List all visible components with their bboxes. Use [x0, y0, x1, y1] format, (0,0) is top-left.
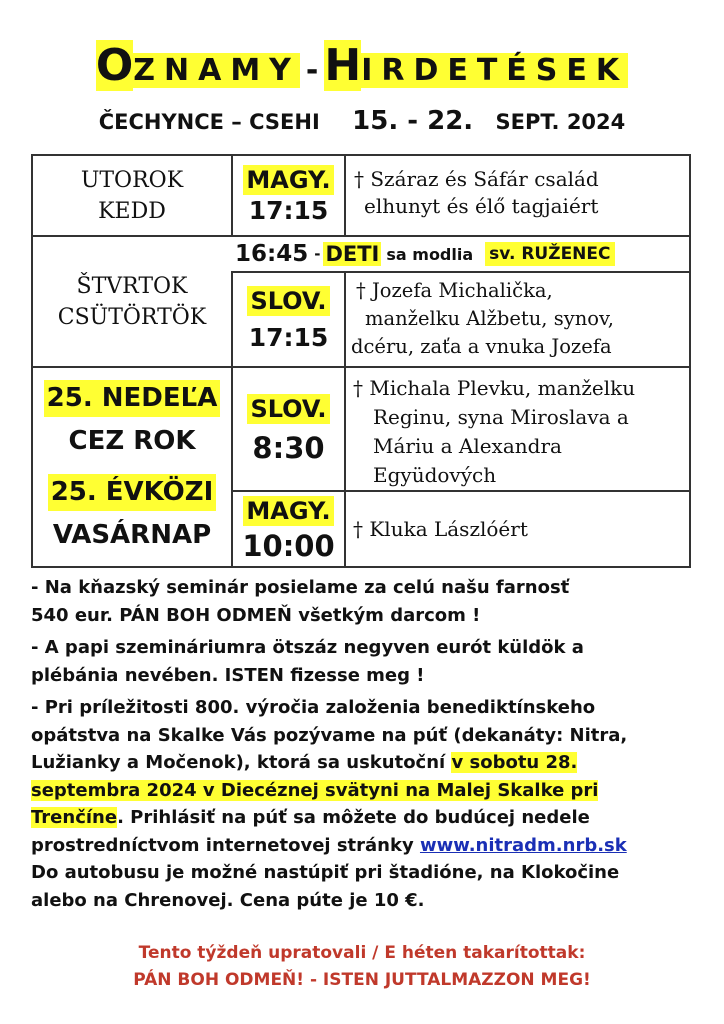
subtitle-place: ČECHYNCE – CSEHI [98, 110, 320, 134]
title-dash: - [305, 53, 319, 88]
registration-link[interactable]: www.nitradm.nrb.sk [419, 834, 627, 856]
day-name-hu: KEDD [98, 198, 166, 224]
day-name-hu: CSÜTÖRTÖK [57, 304, 207, 330]
subtitle-month: SEPT. 2024 [495, 110, 626, 134]
mass-time: 8:30 [252, 431, 325, 465]
title-part-2: IRDETÉSEK [361, 53, 629, 88]
rosary-row [233, 237, 689, 271]
sunday-day-cell [33, 368, 231, 566]
rosary-dash: - [314, 245, 321, 263]
mass-time: 10:00 [242, 529, 335, 563]
rosary-name: sv. RUŽENEC [485, 242, 614, 266]
day-name-sk: ŠTVRTOK [76, 273, 188, 299]
thursday-day-cell [33, 237, 231, 366]
mass-time: 17:15 [248, 322, 329, 352]
page-title [0, 40, 724, 91]
sunday-mass2-cell [233, 492, 344, 566]
mass-language: SLOV. [247, 394, 329, 424]
schedule-table [31, 154, 691, 568]
sunday-mass1-cell [233, 368, 344, 490]
col-divider [344, 272, 346, 568]
footer-cleaning-line: Tento týždeň upratovali / E héten takarítottak: [138, 943, 586, 963]
page-subtitle [0, 106, 724, 136]
pilgrimage-place-highlight: septembra 2024 v Diecéznej svätyni na Malej Skalke pri [31, 779, 599, 801]
tuesday-day-cell [33, 156, 231, 235]
sunday-subtitle-sk: CEZ ROK [68, 426, 196, 456]
mass-intention: † Száraz és Sáfár család elhunyt és élő tagjaiért [354, 167, 599, 218]
title-initial-o: O [95, 40, 134, 91]
rosary-kids: DETI [325, 242, 380, 266]
sunday-subtitle-hu: VASÁRNAP [52, 520, 212, 550]
mass-intention: † Jozefa Michalička, manželku Alžbetu, synov, dcéru, zaťa a vnuka Jozefa [351, 279, 614, 358]
footer-thanks-line: PÁN BOH ODMEŇ! - ISTEN JUTTALMAZZON MEG! [133, 970, 591, 990]
thursday-mass-cell [233, 273, 344, 366]
mass-language: MAGY. [243, 165, 333, 195]
title-part-1: ZNAMY [133, 53, 300, 88]
table-border-bottom [31, 566, 691, 568]
sunday-title-hu: 25. ÉVKÖZI [48, 474, 217, 511]
day-name-sk: UTOROK [80, 167, 184, 193]
tuesday-mass-cell [233, 156, 344, 235]
subtitle-dates: 15. - 22. [352, 106, 474, 136]
notice-seminary-hu: - A papi szemináriumra ötszáz negyven eurót küldök a plébánia nevében. ISTEN fizesse meg ! [31, 637, 584, 686]
mass-language: MAGY. [243, 496, 333, 526]
mass-intention: † Michala Plevku, manželku Reginu, syna Miroslava a Máriu a Alexandra Együdových [353, 376, 636, 487]
rosary-text: sa modlia [386, 244, 474, 264]
notice-seminary-sk: - Na kňazský seminár posielame za celú našu farnosť 540 eur. PÁN BOH ODMEŇ všetkým darcom ! [31, 577, 570, 626]
notice-pilgrimage: - Pri príležitosti 800. výročia založenia benediktínskeho opátstva na Skalke Vás pozývame na púť (dekanáty: Nitra, Lužianky a Močenok), ktorá sa uskutoční v sobotu 28. septembra 2024 v Diecéznej svätyni na Malej Skalke pri Trenčíne. Prihlásiť na púť sa môžete do budúcej nedele prostredníctvom internetovej stránky www.nitradm.nrb.sk Do autobusu je možné nastúpiť pri štadióne, na Klokočine alebo na Chrenovej. Cena púte je 10 €. [31, 697, 628, 911]
mass-intention: † Kluka Lászlóért [353, 517, 528, 541]
rosary-time: 16:45 [235, 241, 309, 267]
mass-language: SLOV. [247, 286, 329, 316]
pilgrimage-date-highlight: v sobotu 28. [451, 752, 578, 773]
mass-time: 17:15 [248, 195, 329, 225]
col-divider [344, 154, 346, 236]
title-initial-h: H [324, 40, 362, 91]
table-border-right [689, 154, 691, 568]
sunday-title-sk: 25. NEDEĽA [44, 380, 221, 417]
